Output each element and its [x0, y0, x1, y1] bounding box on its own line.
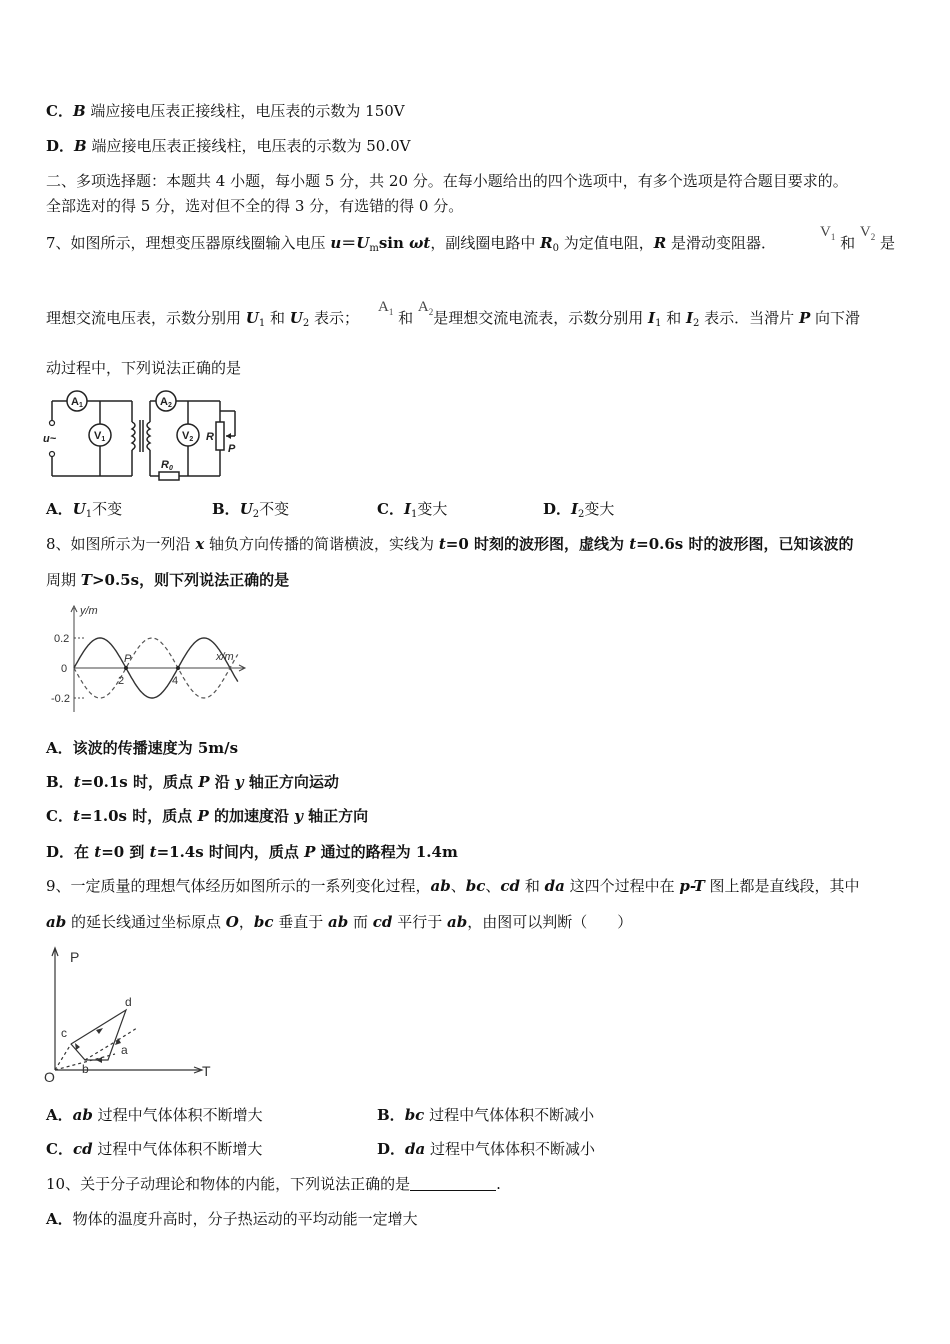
var-bc: bc [253, 913, 274, 931]
option-letter: D． [46, 137, 75, 155]
text: =0.6s 时的波形图，已知该波的 [636, 535, 854, 553]
option-text: =0.1s 时，质点 [80, 773, 199, 791]
option-text: 过程中气体体积不断增大 [92, 1106, 263, 1124]
sub: 2 [693, 318, 700, 329]
a: A [417, 299, 429, 315]
var-i2: I [686, 309, 694, 327]
text: 平行于 [392, 913, 447, 931]
axis-p-label: P [70, 949, 80, 965]
v1-symbol [820, 224, 835, 240]
text: =0 时刻的波形图，虚线为 [445, 535, 630, 553]
arrow-cd [96, 1028, 103, 1034]
option-text: 该波的传播速度为 5m/s [72, 739, 239, 757]
option-text: =1.4s 时间内，质点 [156, 843, 305, 861]
x-axis-label: x/m [216, 651, 234, 663]
sub: 1 [410, 509, 418, 520]
and: 和 [661, 309, 686, 327]
var-u1: U [245, 309, 259, 327]
text: 轴负方向传播的简谐横波，实线为 [204, 535, 439, 553]
text: 表示．当滑片 [699, 309, 799, 327]
var-da: da [544, 877, 565, 895]
v2-symbol [860, 224, 875, 240]
point-b-label: b [82, 1062, 89, 1076]
var: U [239, 500, 253, 518]
option-text: 通过的路程为 1.4m [315, 843, 458, 861]
q8-option-a [46, 738, 238, 758]
var: t [73, 773, 81, 791]
q7-option-d [543, 499, 614, 525]
var: t [72, 807, 80, 825]
var-u: u [330, 234, 342, 252]
omega-t: ωt [409, 234, 431, 252]
text: 而 [348, 913, 373, 931]
pt-graph [40, 942, 230, 1087]
point-p-label: P [124, 653, 132, 665]
q8-option-b [46, 772, 339, 792]
and: 和 [840, 234, 856, 252]
sub: 1 [85, 509, 93, 520]
var: y [234, 773, 244, 791]
source-u-label: u~ [43, 433, 57, 445]
var-i1: I [648, 309, 656, 327]
var: P [197, 807, 209, 825]
y-tick-bottom: -0.2 [51, 693, 70, 705]
var: P [198, 773, 210, 791]
option-letter: D． [46, 843, 75, 861]
and: 和 [398, 309, 414, 327]
slider-p-label: P [228, 443, 236, 455]
option-d-prev [46, 136, 410, 156]
text: 9、一定质量的理想气体经历如图所示的一系列变化过程， [46, 877, 431, 895]
var-ab: ab [446, 913, 468, 931]
sub: 2 [428, 307, 434, 317]
sub: 0 [552, 243, 559, 254]
q7-option-b [212, 499, 289, 525]
option-letter: A． [46, 739, 73, 757]
q9-option-b [377, 1105, 594, 1125]
option-text: 轴正方向 [302, 807, 369, 825]
var-r: R [653, 234, 667, 252]
text: 这四个过程中在 [564, 877, 680, 895]
var: I [571, 500, 579, 518]
x-tick-4: 4 [172, 675, 179, 687]
var-ab: ab [430, 877, 451, 895]
text: 的延长线通过坐标原点 [66, 913, 226, 931]
axis-t-label: T [202, 1063, 211, 1079]
text: ，由图可以判断（ ） [467, 913, 633, 931]
var-cd: cd [372, 913, 393, 931]
point-a-label: a [121, 1043, 128, 1057]
option-text: =0 到 [101, 843, 150, 861]
var-cd: cd [500, 877, 521, 895]
option-letter: A． [46, 1106, 73, 1124]
v: V [859, 224, 871, 240]
var: y [294, 807, 303, 825]
q10-option-a [46, 1209, 418, 1229]
option-letter: B． [377, 1106, 405, 1124]
text: 向下滑 [810, 309, 861, 327]
q8-stem-line2 [46, 570, 289, 590]
var: P [304, 843, 316, 861]
sep: 、 [485, 877, 501, 895]
var-b: B [72, 102, 86, 120]
option-text: 过程中气体体积不断减小 [425, 1140, 596, 1158]
option-letter: D． [543, 500, 572, 518]
option-text: 过程中气体体积不断增大 [92, 1140, 263, 1158]
var-pt: p-T [679, 877, 705, 895]
text: 是 [880, 234, 896, 252]
option-letter: B． [212, 500, 240, 518]
option-letter: D． [377, 1140, 406, 1158]
q7-meters-v [820, 221, 896, 252]
option-letter: C． [46, 807, 73, 825]
point-d-label: d [125, 995, 132, 1009]
point-c-label: c [61, 1026, 67, 1040]
equals: ＝ [341, 234, 357, 252]
period: . [496, 1175, 501, 1193]
option-text: 沿 [209, 773, 235, 791]
var: cd [72, 1140, 93, 1158]
var: bc [404, 1106, 425, 1124]
transformer-circuit-diagram [40, 386, 250, 486]
text: 8、如图所示为一列沿 [46, 535, 196, 553]
var-u2: U [289, 309, 303, 327]
option-text: 端应接电压表正接线柱，电压表的示数为 150V [85, 102, 405, 120]
a1-symbol [378, 299, 393, 315]
option-text: 不变 [259, 500, 290, 518]
q7-stem-line2 [46, 308, 359, 334]
section-2-heading: 二、多项选择题：本题共 4 小题，每小题 5 分，共 20 分。在每小题给出的四个选项中，有多个选项是符合题目要求的。 [46, 172, 848, 190]
option-text: 的加速度沿 [208, 807, 295, 825]
q9-option-c [46, 1139, 262, 1159]
and: 和 [520, 877, 545, 895]
var-t-period: T [80, 571, 92, 589]
q10-stem [46, 1174, 501, 1194]
and: 和 [265, 309, 290, 327]
option-text: 过程中气体体积不断减小 [424, 1106, 595, 1124]
a2-symbol [418, 299, 433, 315]
sub: 2 [252, 509, 260, 520]
q9-stem-line1 [46, 876, 860, 896]
option-text: 端应接电压表正接线柱，电压表的示数为 50.0V [86, 137, 411, 155]
sub: 1 [830, 232, 836, 242]
var: ab [72, 1106, 93, 1124]
q8-option-c [46, 806, 368, 826]
text: 垂直于 [273, 913, 329, 931]
var-o: O [225, 913, 239, 931]
text: 周期 [46, 571, 81, 589]
resistor-r0-label: R0 [161, 459, 173, 472]
origin-label: O [44, 1069, 55, 1085]
var: t [149, 843, 157, 861]
var-bc: bc [465, 877, 486, 895]
sub: 1 [655, 318, 662, 329]
var: U [72, 500, 86, 518]
sub: 2 [870, 232, 876, 242]
q7-meters-a [378, 296, 861, 329]
meter-v1-label: V1 [94, 430, 106, 443]
q8-option-d [46, 842, 458, 862]
sub: m [369, 243, 379, 254]
q7-stem-line3: 动过程中，下列说法正确的是 [46, 359, 242, 377]
q7-option-c [377, 499, 447, 525]
sep: 、 [450, 877, 466, 895]
option-text: 物体的温度升高时，分子热运动的平均动能一定增大 [72, 1210, 418, 1228]
option-text: 在 [74, 843, 95, 861]
option-text: 不变 [92, 500, 123, 518]
text: 是滑动变阻器． [666, 234, 776, 252]
wave-graph [44, 600, 254, 715]
option-text: 变大 [584, 500, 615, 518]
text: 7、如图所示，理想变压器原线圈输入电压 [46, 234, 331, 252]
text: 表示； [309, 309, 360, 327]
var-p: P [798, 309, 811, 327]
option-text: 轴正方向运动 [243, 773, 339, 791]
option-text: =1.0s 时，质点 [79, 807, 198, 825]
q7-option-a [46, 499, 122, 525]
option-c-prev [46, 101, 405, 121]
q7-stem-line1 [46, 233, 776, 259]
meter-a1-label: A1 [71, 396, 83, 409]
sub: 2 [302, 318, 310, 329]
answer-blank[interactable] [410, 1176, 496, 1191]
option-letter: A． [46, 1210, 73, 1228]
option-letter: C． [46, 102, 73, 120]
text: ，副线圈电路中 [430, 234, 541, 252]
q9-stem-line2 [46, 912, 632, 932]
meter-v2-label: V2 [182, 430, 194, 443]
x-tick-2: 2 [118, 675, 125, 687]
q9-option-d [377, 1139, 595, 1159]
var: I [403, 500, 411, 518]
text: 图上都是直线段，其中 [704, 877, 860, 895]
arrow-ab [96, 1057, 102, 1063]
section-2-heading-cont: 全部选对的得 5 分，选对但不全的得 3 分，有选错的得 0 分。 [46, 197, 464, 215]
y-tick-top: 0.2 [54, 633, 70, 645]
q8-stem-line1 [46, 534, 853, 554]
option-text: 变大 [417, 500, 448, 518]
text: 10、关于分子动理论和物体的内能，下列说法正确的是 [46, 1175, 411, 1193]
var-ab: ab [328, 913, 349, 931]
sub: 1 [388, 307, 394, 317]
text: ， [238, 913, 254, 931]
var-t: t [438, 535, 446, 553]
q7-line2-tail [433, 309, 860, 327]
text: 理想交流电压表，示数分别用 [46, 309, 246, 327]
var-b: B [74, 137, 87, 155]
meter-a2-label: A2 [160, 396, 172, 409]
sub: 1 [258, 318, 266, 329]
y-tick-zero: 0 [61, 663, 68, 675]
sin: sin [378, 234, 410, 252]
var-ab: ab [46, 913, 67, 931]
v: V [820, 224, 831, 240]
q9-option-a [46, 1105, 263, 1125]
resistor-r-label: R [206, 431, 214, 443]
var-um: U [356, 234, 370, 252]
option-letter: C． [46, 1140, 73, 1158]
option-letter: C． [377, 500, 404, 518]
text: 为定值电阻， [558, 234, 654, 252]
var: t [94, 843, 102, 861]
point-x4-marker [176, 666, 180, 670]
var-r0: R [540, 234, 553, 252]
text: >0.5s，则下列说法正确的是 [91, 571, 290, 589]
var-t: t [629, 535, 637, 553]
option-letter: A． [46, 500, 73, 518]
point-p-marker [124, 666, 128, 670]
a: A [378, 299, 389, 315]
option-letter: B． [46, 773, 74, 791]
y-axis-label: y/m [80, 605, 98, 617]
var: da [405, 1140, 426, 1158]
sub: 2 [578, 509, 585, 520]
text: 是理想交流电流表，示数分别用 [433, 309, 649, 327]
var-x: x [195, 535, 205, 553]
